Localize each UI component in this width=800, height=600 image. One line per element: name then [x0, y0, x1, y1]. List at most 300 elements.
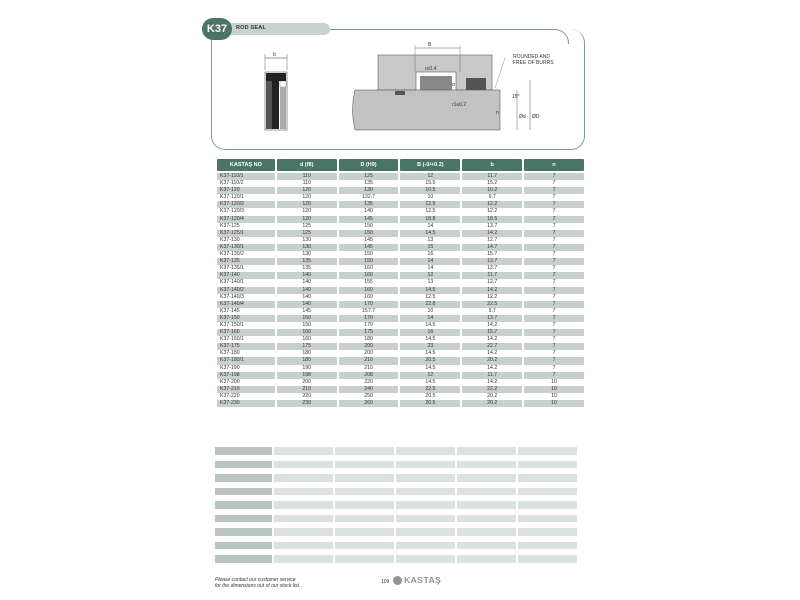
table-body	[217, 171, 584, 407]
table-cell: 18.5	[462, 216, 522, 223]
table-row	[217, 251, 584, 258]
empty-row	[215, 461, 586, 469]
table-row	[217, 208, 584, 215]
table-cell: 155	[339, 279, 399, 286]
table-cell: 200	[339, 343, 399, 350]
table-cell: 250	[339, 393, 399, 400]
empty-row	[215, 447, 586, 455]
empty-row	[215, 501, 586, 509]
part-number-cell: K37-120/4	[217, 216, 275, 223]
table-cell: 12.7	[462, 279, 522, 286]
empty-cell	[274, 515, 333, 523]
footer-note	[215, 577, 300, 589]
table-cell: 120	[277, 194, 337, 201]
table-cell: 120	[277, 187, 337, 194]
table-cell: 160	[339, 272, 399, 279]
radius-bottom-label: r1≤0.2	[452, 102, 467, 108]
part-number-cell: K37-180	[217, 350, 275, 357]
table-cell: 12.2	[462, 294, 522, 301]
table-row	[217, 386, 584, 393]
table-row	[217, 237, 584, 244]
table-cell: 7	[524, 294, 584, 301]
table-row	[217, 223, 584, 230]
table-cell: 240	[339, 386, 399, 393]
table-cell: 20.2	[462, 400, 522, 407]
table-cell: 150	[339, 251, 399, 258]
table-cell: 14.2	[462, 287, 522, 294]
table-cell: 125	[277, 230, 337, 237]
table-cell: 14	[400, 258, 460, 265]
table-cell: 14.5	[400, 379, 460, 386]
part-number-cell: K37-130	[217, 237, 275, 244]
table-cell: 140	[277, 294, 337, 301]
empty-cell	[215, 474, 272, 482]
table-cell: 200	[339, 350, 399, 357]
table-cell: 170	[339, 322, 399, 329]
table-cell: 14.5	[400, 350, 460, 357]
empty-cell	[335, 555, 394, 563]
table-cell: 7	[524, 201, 584, 208]
table-cell: 145	[339, 244, 399, 251]
empty-row	[215, 488, 586, 496]
table-cell: 10	[524, 393, 584, 400]
table-row	[217, 258, 584, 265]
chamfer-note-line2: FREE OF BURRS	[513, 60, 554, 66]
page-title: ROD SEAL	[236, 25, 267, 31]
footer-note-line2: for the dimensions out of our stock list.	[215, 583, 301, 589]
table-cell: 120	[277, 201, 337, 208]
part-number-cell: K37-160	[217, 329, 275, 336]
table-cell: 20.2	[462, 393, 522, 400]
table-cell: 130	[339, 187, 399, 194]
table-cell: 140	[277, 301, 337, 308]
table-cell: 10	[524, 379, 584, 386]
part-number-cell: K37-198	[217, 372, 275, 379]
table-cell: 110	[277, 171, 337, 180]
table-cell: 120	[277, 208, 337, 215]
table-cell: 150	[277, 322, 337, 329]
table-row	[217, 329, 584, 336]
table-cell: 7	[524, 308, 584, 315]
part-number-cell: K37-140/4	[217, 301, 275, 308]
table-cell: 10.5	[400, 187, 460, 194]
table-row	[217, 372, 584, 379]
table-cell: 12.5	[400, 208, 460, 215]
table-cell: 13.7	[462, 315, 522, 322]
table-cell: 157.7	[339, 308, 399, 315]
table-row	[217, 201, 584, 208]
empty-cell	[215, 542, 272, 550]
table-cell: 7	[524, 208, 584, 215]
part-number-cell: K37-210	[217, 386, 275, 393]
empty-cell	[274, 447, 333, 455]
table-cell: 11.7	[462, 171, 522, 180]
table-cell: 140	[277, 272, 337, 279]
table-cell: 208	[339, 372, 399, 379]
table-cell: 9.7	[462, 308, 522, 315]
table-cell: 10	[400, 194, 460, 201]
empty-cell	[396, 474, 455, 482]
part-number-cell: K37-150	[217, 315, 275, 322]
table-cell: 12.2	[462, 201, 522, 208]
table-row	[217, 272, 584, 279]
table-cell: 20.2	[462, 357, 522, 364]
table-cell: 120	[277, 216, 337, 223]
part-number-cell: K37-220	[217, 393, 275, 400]
d-label: Ød	[519, 114, 526, 120]
table-row	[217, 322, 584, 329]
table-cell: 14	[400, 315, 460, 322]
empty-cell	[335, 474, 394, 482]
table-row	[217, 230, 584, 237]
table-cell: 20.5	[400, 357, 460, 364]
empty-cell	[457, 447, 516, 455]
table-cell: 170	[339, 301, 399, 308]
table-cell: 7	[524, 336, 584, 343]
table-cell: 132.7	[339, 194, 399, 201]
empty-rows	[215, 447, 586, 569]
table-cell: 22.8	[400, 301, 460, 308]
table-cell: 190	[277, 365, 337, 372]
table-cell: 14	[400, 265, 460, 272]
groove-assembly-drawing	[353, 42, 555, 130]
column-header: B (-0/+0.2)	[400, 159, 460, 171]
table-cell: 12	[400, 272, 460, 279]
table-row	[217, 315, 584, 322]
part-number-cell: K37-110/2	[217, 180, 275, 187]
empty-cell	[396, 447, 455, 455]
table-cell: 15.7	[462, 251, 522, 258]
table-cell: 145	[339, 216, 399, 223]
empty-cell	[457, 542, 516, 550]
n-label: n	[496, 110, 499, 116]
empty-cell	[274, 501, 333, 509]
empty-cell	[396, 542, 455, 550]
table-cell: 15.7	[462, 329, 522, 336]
table-cell: 200	[277, 379, 337, 386]
part-number-cell: K37-120/3	[217, 208, 275, 215]
empty-cell	[518, 515, 577, 523]
empty-cell	[215, 488, 272, 496]
table-cell: 10.2	[462, 187, 522, 194]
table-row	[217, 301, 584, 308]
table-cell: 7	[524, 223, 584, 230]
empty-cell	[396, 488, 455, 496]
table-cell: 22.2	[462, 386, 522, 393]
table-cell: 260	[339, 400, 399, 407]
empty-cell	[518, 488, 577, 496]
groove-B-label: B	[428, 42, 432, 48]
technical-drawing	[0, 0, 800, 160]
table-row	[217, 287, 584, 294]
chamfer-note-line1: ROUNDED AND	[513, 54, 550, 60]
angle-value-label: 15°	[512, 94, 520, 100]
table-cell: 130	[277, 244, 337, 251]
table-cell: 160	[277, 329, 337, 336]
D-label: ØD	[532, 114, 540, 120]
table-cell: 18.8	[400, 216, 460, 223]
empty-row	[215, 555, 586, 563]
empty-cell	[215, 528, 272, 536]
table-cell: 14.2	[462, 365, 522, 372]
table-cell: 20.5	[400, 393, 460, 400]
table-cell: 7	[524, 230, 584, 237]
table-cell: 180	[277, 350, 337, 357]
empty-cell	[335, 461, 394, 469]
table-cell: 7	[524, 272, 584, 279]
table-row	[217, 400, 584, 407]
empty-cell	[274, 474, 333, 482]
table-cell: 7	[524, 251, 584, 258]
empty-cell	[518, 528, 577, 536]
empty-cell	[274, 461, 333, 469]
table-row	[217, 216, 584, 223]
empty-cell	[457, 461, 516, 469]
table-cell: 125	[339, 171, 399, 180]
empty-cell	[396, 515, 455, 523]
empty-cell	[457, 528, 516, 536]
empty-cell	[335, 447, 394, 455]
table-cell: 15.2	[462, 180, 522, 187]
table-cell: 160	[339, 265, 399, 272]
table-cell: 14.2	[462, 350, 522, 357]
table-cell: 7	[524, 365, 584, 372]
table-row	[217, 171, 584, 180]
empty-cell	[274, 528, 333, 536]
table-cell: 23	[400, 343, 460, 350]
table-cell: 12	[400, 171, 460, 180]
table-cell: 7	[524, 350, 584, 357]
empty-cell	[396, 501, 455, 509]
empty-cell	[215, 555, 272, 563]
table-cell: 7	[524, 171, 584, 180]
profile-b-label: b	[273, 52, 276, 58]
table-cell: 7	[524, 322, 584, 329]
empty-row	[215, 515, 586, 523]
table-cell: 150	[339, 230, 399, 237]
table-cell: 135	[339, 201, 399, 208]
column-header: d (f8)	[277, 159, 337, 171]
table-cell: 110	[277, 180, 337, 187]
table-cell: 13.7	[462, 258, 522, 265]
empty-cell	[396, 461, 455, 469]
table-cell: 11.7	[462, 372, 522, 379]
table-cell: 14.5	[400, 322, 460, 329]
empty-cell	[335, 542, 394, 550]
table-cell: 12.2	[462, 208, 522, 215]
logo-text: KASTAŞ	[404, 575, 442, 585]
table-row	[217, 343, 584, 350]
part-number-cell: K37-130/1	[217, 244, 275, 251]
table-cell: 14.5	[400, 287, 460, 294]
table-cell: 150	[339, 258, 399, 265]
part-number-cell: K37-135	[217, 258, 275, 265]
page-number: 109	[381, 579, 390, 585]
empty-cell	[518, 555, 577, 563]
table-cell: 7	[524, 287, 584, 294]
table-cell: 7	[524, 279, 584, 286]
table-row	[217, 308, 584, 315]
table-cell: 10	[524, 386, 584, 393]
table-cell: 14.2	[462, 322, 522, 329]
empty-cell	[335, 515, 394, 523]
footer-logo	[393, 575, 441, 585]
part-number-cell: K37-120	[217, 187, 275, 194]
table-cell: 7	[524, 194, 584, 201]
table-cell: 160	[339, 294, 399, 301]
table-cell: 15	[400, 244, 460, 251]
table-cell: 14.5	[400, 336, 460, 343]
table-cell: 14.2	[462, 230, 522, 237]
table-cell: 22.7	[462, 343, 522, 350]
empty-row	[215, 528, 586, 536]
empty-cell	[457, 488, 516, 496]
table-cell: 14	[400, 223, 460, 230]
table-cell: 210	[277, 386, 337, 393]
table-cell: 230	[277, 400, 337, 407]
table-cell: 180	[339, 336, 399, 343]
table-cell: 140	[277, 287, 337, 294]
logo-mark-icon	[393, 576, 402, 585]
table-cell: 20.5	[400, 400, 460, 407]
empty-cell	[518, 501, 577, 509]
table-row	[217, 357, 584, 364]
table-cell: 7	[524, 301, 584, 308]
table-cell: 130	[277, 237, 337, 244]
table-cell: 22.5	[462, 301, 522, 308]
table-row	[217, 294, 584, 301]
table-cell: 7	[524, 237, 584, 244]
part-number-cell: K37-140/3	[217, 294, 275, 301]
empty-cell	[457, 515, 516, 523]
angle-label: α	[452, 82, 455, 88]
part-number-cell: K37-125	[217, 223, 275, 230]
part-number-cell: K37-180/1	[217, 357, 275, 364]
empty-cell	[457, 555, 516, 563]
table-row	[217, 187, 584, 194]
table-row	[217, 279, 584, 286]
table-cell: 14.7	[462, 244, 522, 251]
table-cell: 7	[524, 258, 584, 265]
table-cell: 7	[524, 244, 584, 251]
empty-cell	[215, 461, 272, 469]
table-cell: 13.7	[462, 265, 522, 272]
table-cell: 145	[277, 308, 337, 315]
table-cell: 175	[339, 329, 399, 336]
table-cell: 170	[339, 315, 399, 322]
empty-cell	[457, 474, 516, 482]
table-cell: 150	[277, 315, 337, 322]
empty-cell	[396, 528, 455, 536]
table-row	[217, 350, 584, 357]
table-cell: 140	[277, 279, 337, 286]
table-cell: 7	[524, 329, 584, 336]
empty-row	[215, 474, 586, 482]
part-number-cell: K37-140/2	[217, 287, 275, 294]
column-header: b	[462, 159, 522, 171]
empty-cell	[215, 501, 272, 509]
column-header: n	[524, 159, 584, 171]
table-cell: 135	[277, 265, 337, 272]
table-cell: 14.2	[462, 379, 522, 386]
table-row	[217, 379, 584, 386]
empty-cell	[396, 555, 455, 563]
part-number-cell: K37-145	[217, 308, 275, 315]
table-cell: 220	[277, 393, 337, 400]
empty-cell	[518, 447, 577, 455]
footer-note-line1: Please contact our customer service	[215, 577, 296, 583]
empty-cell	[274, 555, 333, 563]
table-row	[217, 180, 584, 187]
part-number-cell: K37-190	[217, 365, 275, 372]
empty-cell	[335, 488, 394, 496]
table-cell: 220	[339, 379, 399, 386]
table-row	[217, 244, 584, 251]
part-number-cell: K37-200	[217, 379, 275, 386]
table-row	[217, 393, 584, 400]
seal-profile-drawing	[265, 52, 287, 130]
column-header: D (H9)	[339, 159, 399, 171]
table-cell: 13	[400, 279, 460, 286]
table-cell: 13	[400, 237, 460, 244]
table-header-row	[217, 159, 584, 171]
table-cell: 145	[339, 237, 399, 244]
table-cell: 160	[339, 287, 399, 294]
table-cell: 150	[339, 223, 399, 230]
part-number-cell: K37-230	[217, 400, 275, 407]
table-cell: 7	[524, 357, 584, 364]
empty-cell	[518, 474, 577, 482]
spec-table	[215, 159, 586, 407]
table-cell: 135	[277, 258, 337, 265]
table-cell: 7	[524, 372, 584, 379]
part-number-cell: K37-120/1	[217, 194, 275, 201]
table-cell: 140	[339, 208, 399, 215]
table-cell: 7	[524, 343, 584, 350]
part-number-cell: K37-175	[217, 343, 275, 350]
empty-cell	[335, 528, 394, 536]
table-cell: 12.5	[400, 201, 460, 208]
column-header: KASTAŞ NO	[217, 159, 275, 171]
table-cell: 14.2	[462, 336, 522, 343]
table-row	[217, 194, 584, 201]
part-number-cell: K37-120/2	[217, 201, 275, 208]
table-cell: 12.7	[462, 237, 522, 244]
table-cell: 14.5	[400, 230, 460, 237]
table-cell: 22.5	[400, 386, 460, 393]
part-number-cell: K37-135/1	[217, 265, 275, 272]
table-cell: 7	[524, 180, 584, 187]
table-cell: 125	[277, 223, 337, 230]
part-number-cell: K37-110/1	[217, 171, 275, 180]
table-cell: 10	[400, 308, 460, 315]
table-cell: 210	[339, 357, 399, 364]
empty-cell	[518, 542, 577, 550]
table-row	[217, 365, 584, 372]
table-cell: 135	[339, 180, 399, 187]
table-cell: 14.5	[400, 365, 460, 372]
part-number-cell: K37-130/2	[217, 251, 275, 258]
table-cell: 180	[277, 357, 337, 364]
empty-cell	[215, 515, 272, 523]
table-cell: 7	[524, 315, 584, 322]
part-number-cell: K37-140	[217, 272, 275, 279]
empty-cell	[457, 501, 516, 509]
table-cell: 10	[524, 400, 584, 407]
part-number-cell: K37-125/1	[217, 230, 275, 237]
table-cell: 7	[524, 265, 584, 272]
table-cell: 130	[277, 251, 337, 258]
